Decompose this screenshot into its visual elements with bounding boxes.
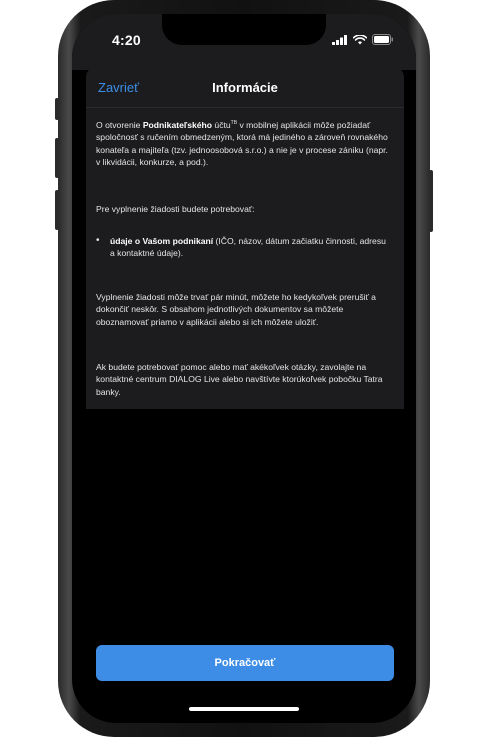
duration-paragraph: Vyplnenie žiadosti môže trvať pár minút, môžete ho kedykoľvek prerušiť a dokončiť neskôr. S obsahom jednotlivých dokumentov sa môžete oboznamovať priamo v aplikácii alebo si ich môžete uložiť. [96,292,376,327]
bullet-point: • [96,235,100,246]
phone-screen [72,14,416,723]
bullet-bold-text: údaje o Vašom podnikaní [110,236,214,246]
status-icons [332,34,394,45]
volume-down-button [55,190,59,230]
bullet-text [110,235,392,260]
requirements-intro: Pre vyplnenie žiadosti budete potrebovať: [96,204,255,214]
battery-icon [372,34,394,45]
volume-up-button [55,138,59,178]
help-paragraph: Ak budete potrebovať pomoc alebo mať akékoľvek otázky, zavolajte na kontaktné centrum DIALOG Live alebo navštívte ktorúkoľvek pobočku Tatra banky. [96,362,383,397]
list-item [96,235,392,260]
home-indicator [189,707,299,711]
bullet-rest-text: (IČO, názov, dátum začiatku činnosti, adresu a kontaktné údaje). [110,236,386,259]
eligibility-paragraph [96,119,392,169]
wifi-icon [353,35,367,45]
info-sheet [86,67,404,409]
p1-word: účtu [212,120,231,130]
page-title: Informácie [212,80,278,95]
silent-switch [55,98,59,120]
p1-bold-text: Podnikateľského [142,120,213,130]
power-button [429,170,433,232]
p1-text-start: O otvorenie [96,120,143,130]
status-time: 4:20 [112,32,141,48]
cellular-signal-icon [332,35,348,45]
p1-superscript: TB [230,120,238,127]
close-button[interactable]: Zavrieť [98,80,139,95]
notch [162,14,326,45]
continue-button[interactable]: Pokračovať [96,645,394,681]
nav-bar [86,67,404,108]
p1-text-end: v mobilnej aplikácii môže požiadať spoločnosť s ručením obmedzeným, ktorá má jediného a zároveň rovnakého konateľa a majiteľa (tzv. jednoosobová s.r.o.) a nie je v procese zániku (napr. v likvidácii, konkurze, a pod.). [96,120,388,168]
